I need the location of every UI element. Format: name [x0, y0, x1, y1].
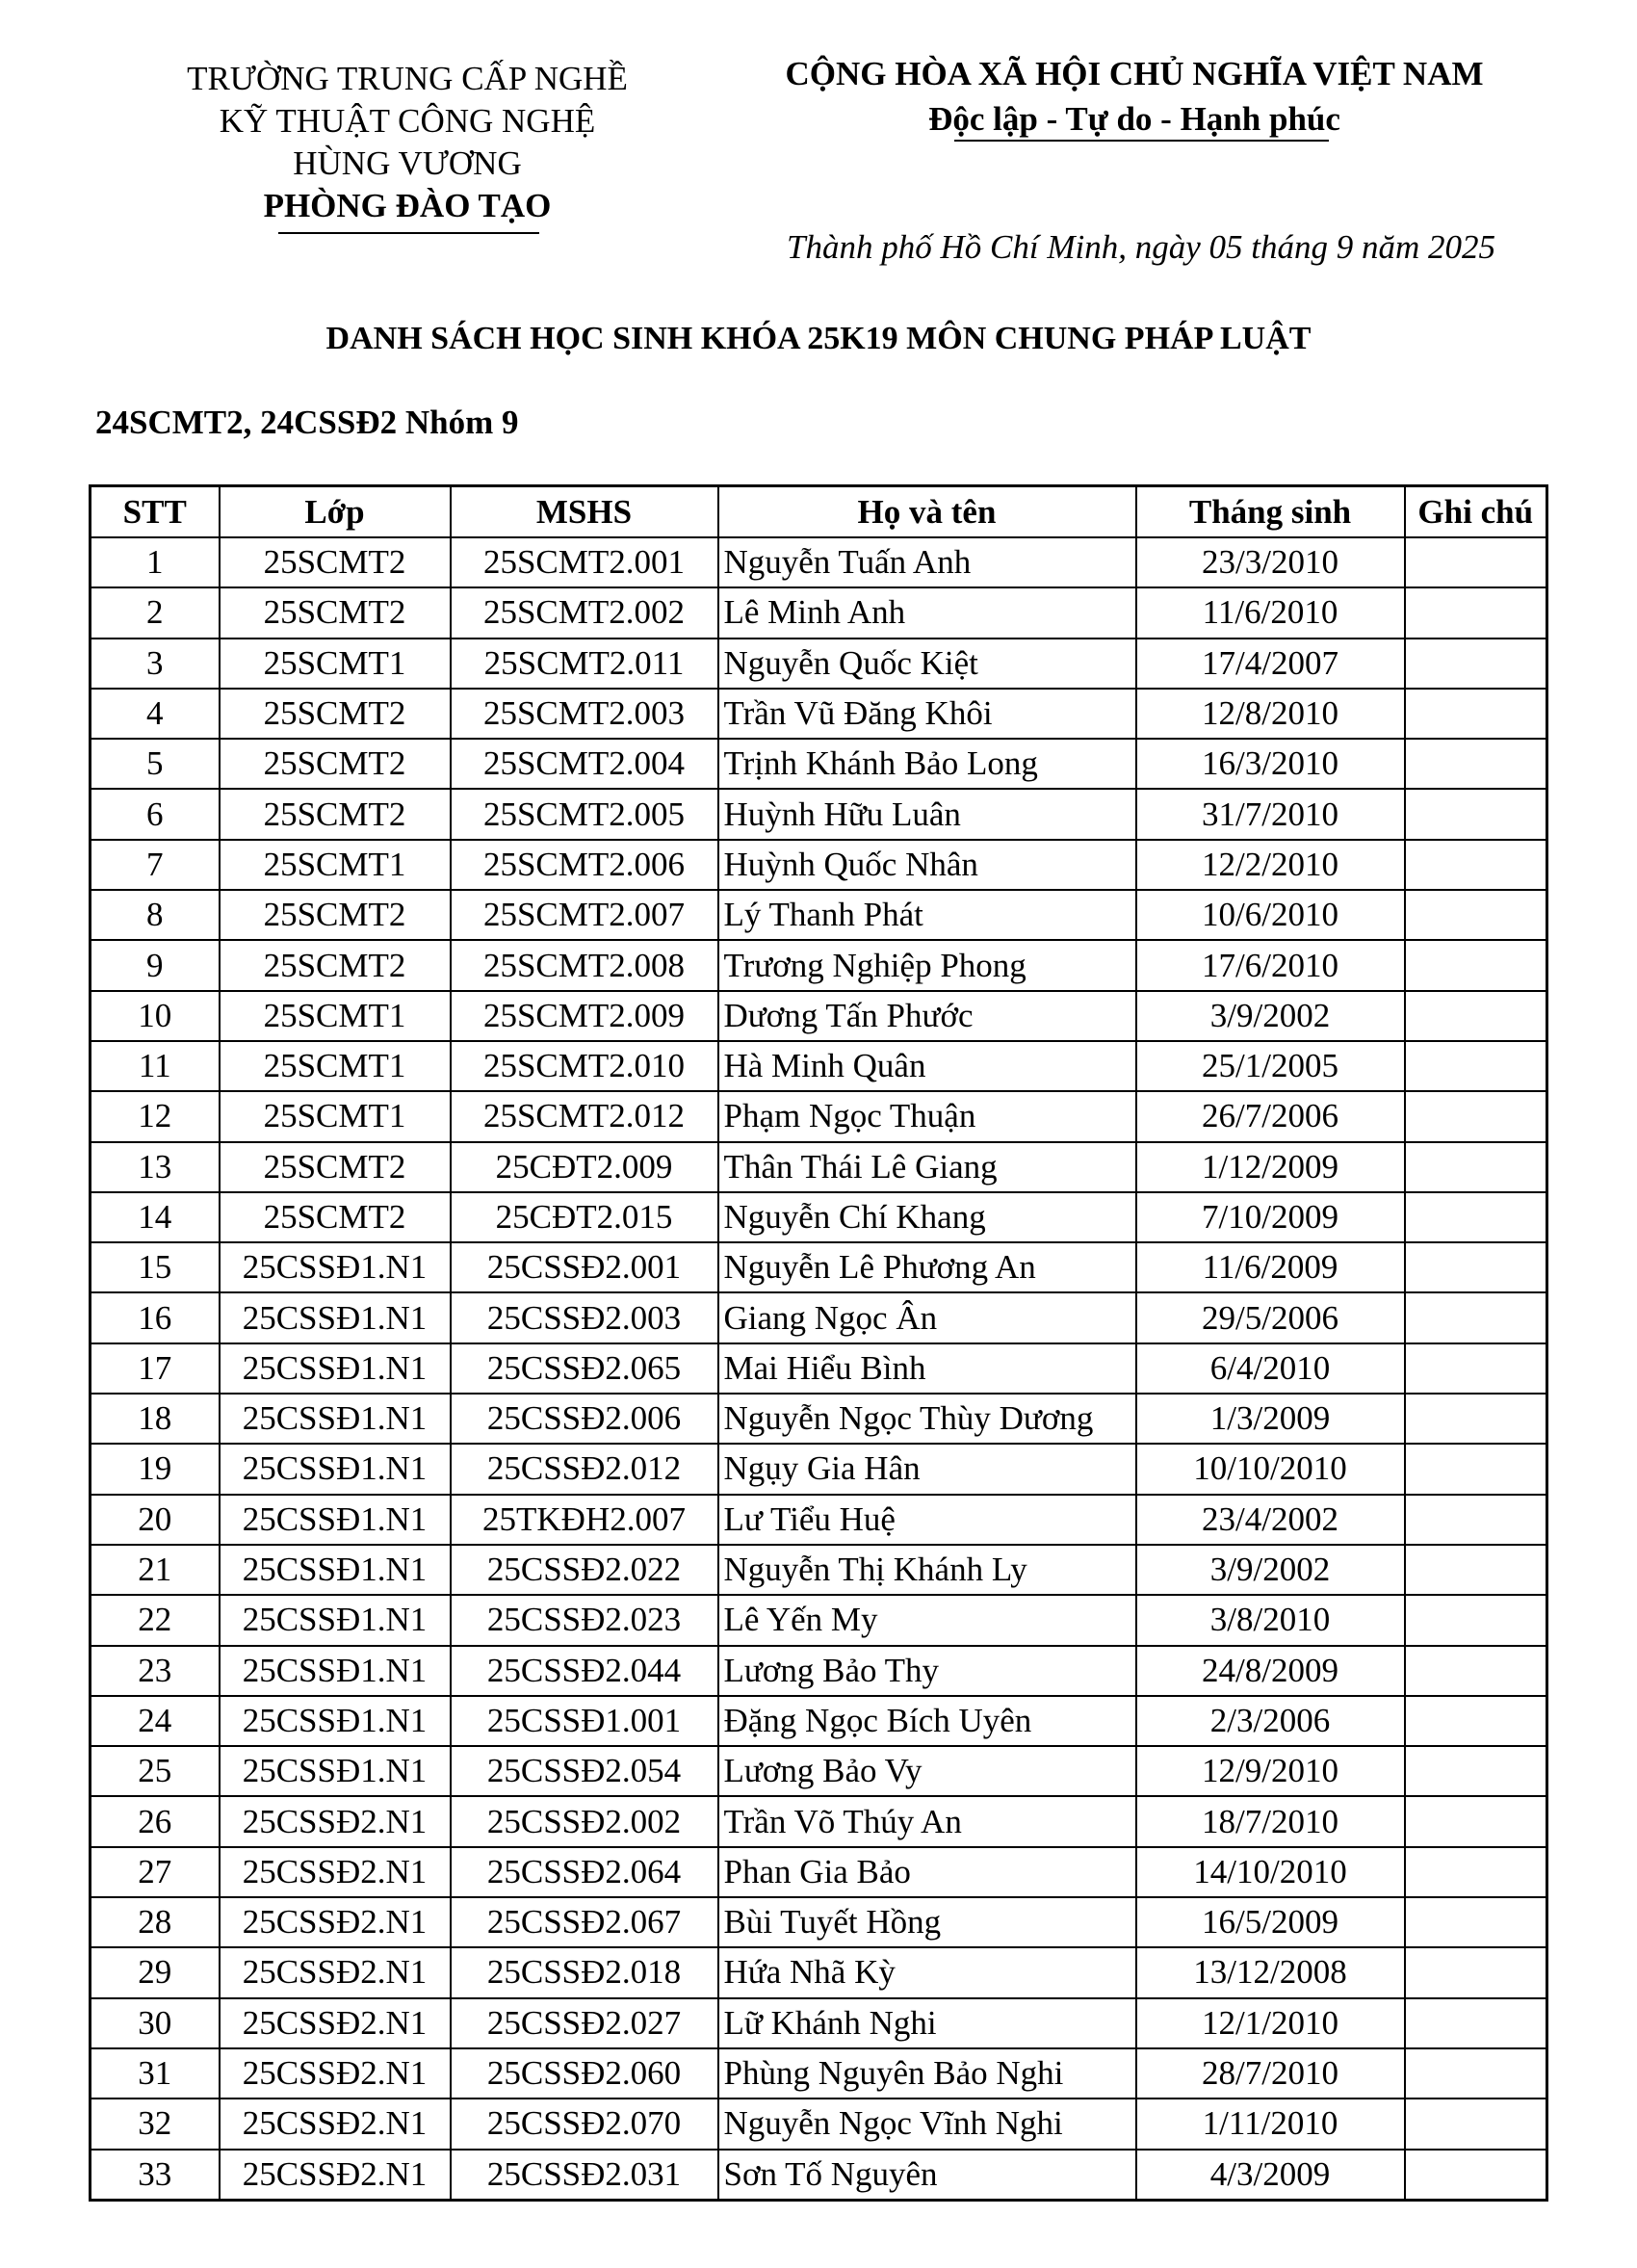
- cell-class: 25CSSĐ1.N1: [220, 1394, 451, 1444]
- cell-full-name: Hà Minh Quân: [718, 1041, 1136, 1091]
- cell-stt: 7: [91, 840, 220, 890]
- table-row: [91, 1343, 1547, 1394]
- cell-class: 25SCMT2: [220, 1142, 451, 1192]
- cell-note: [1405, 1142, 1547, 1192]
- cell-class: 25CSSĐ1.N1: [220, 1292, 451, 1343]
- cell-stt: 4: [91, 689, 220, 739]
- column-header-full-name: Họ và tên: [718, 486, 1136, 538]
- cell-student-id: 25CSSĐ2.006: [451, 1394, 718, 1444]
- cell-student-id: 25SCMT2.011: [451, 639, 718, 689]
- cell-class: 25CSSĐ2.N1: [220, 1796, 451, 1846]
- cell-full-name: Dương Tấn Phước: [718, 991, 1136, 1041]
- table-row: [91, 2099, 1547, 2149]
- cell-stt: 26: [91, 1796, 220, 1846]
- cell-full-name: Huỳnh Quốc Nhân: [718, 840, 1136, 890]
- table-row: [91, 587, 1547, 638]
- cell-student-id: 25CĐT2.009: [451, 1142, 718, 1192]
- column-header-class: Lớp: [220, 486, 451, 538]
- cell-full-name: Lương Bảo Vy: [718, 1746, 1136, 1796]
- cell-birth-date: 1/3/2009: [1136, 1394, 1405, 1444]
- cell-birth-date: 10/6/2010: [1136, 890, 1405, 940]
- table-header-row: [91, 486, 1547, 538]
- cell-full-name: Lê Yến My: [718, 1595, 1136, 1645]
- cell-student-id: 25CSSĐ2.001: [451, 1242, 718, 1292]
- cell-note: [1405, 789, 1547, 839]
- cell-class: 25CSSĐ2.N1: [220, 1947, 451, 1997]
- cell-student-id: 25CSSĐ2.070: [451, 2099, 718, 2149]
- cell-note: [1405, 1444, 1547, 1494]
- cell-full-name: Lữ Khánh Nghi: [718, 1998, 1136, 2048]
- cell-class: 25SCMT2: [220, 890, 451, 940]
- table-row: [91, 1746, 1547, 1796]
- cell-full-name: Nguyễn Ngọc Vĩnh Nghi: [718, 2099, 1136, 2149]
- cell-full-name: Phạm Ngọc Thuận: [718, 1091, 1136, 1141]
- cell-stt: 14: [91, 1192, 220, 1242]
- cell-birth-date: 17/4/2007: [1136, 639, 1405, 689]
- cell-student-id: 25CSSĐ2.060: [451, 2048, 718, 2099]
- cell-student-id: 25CSSĐ2.002: [451, 1796, 718, 1846]
- cell-birth-date: 3/9/2002: [1136, 1545, 1405, 1595]
- cell-class: 25CSSĐ1.N1: [220, 1242, 451, 1292]
- cell-note: [1405, 639, 1547, 689]
- cell-class: 25CSSĐ1.N1: [220, 1696, 451, 1746]
- table-row: [91, 840, 1547, 890]
- motto-underline: [954, 140, 1329, 142]
- cell-stt: 9: [91, 940, 220, 990]
- cell-stt: 21: [91, 1545, 220, 1595]
- cell-birth-date: 2/3/2006: [1136, 1696, 1405, 1746]
- cell-stt: 33: [91, 2150, 220, 2201]
- cell-student-id: 25SCMT2.001: [451, 537, 718, 587]
- cell-full-name: Trần Võ Thúy An: [718, 1796, 1136, 1846]
- cell-note: [1405, 1847, 1547, 1897]
- cell-note: [1405, 1041, 1547, 1091]
- cell-stt: 11: [91, 1041, 220, 1091]
- cell-stt: 1: [91, 537, 220, 587]
- table-row: [91, 1696, 1547, 1746]
- cell-full-name: Nguyễn Thị Khánh Ly: [718, 1545, 1136, 1595]
- cell-class: 25SCMT1: [220, 1041, 451, 1091]
- cell-full-name: Trần Vũ Đăng Khôi: [718, 689, 1136, 739]
- cell-student-id: 25CĐT2.015: [451, 1192, 718, 1242]
- cell-birth-date: 7/10/2009: [1136, 1192, 1405, 1242]
- table-row: [91, 991, 1547, 1041]
- cell-class: 25SCMT1: [220, 1091, 451, 1141]
- cell-full-name: Bùi Tuyết Hồng: [718, 1897, 1136, 1947]
- cell-stt: 15: [91, 1242, 220, 1292]
- cell-student-id: 25CSSĐ2.044: [451, 1646, 718, 1696]
- cell-student-id: 25SCMT2.012: [451, 1091, 718, 1141]
- table-row: [91, 1091, 1547, 1141]
- cell-class: 25CSSĐ2.N1: [220, 1998, 451, 2048]
- cell-stt: 25: [91, 1746, 220, 1796]
- cell-student-id: 25CSSĐ1.001: [451, 1696, 718, 1746]
- table-row: [91, 1394, 1547, 1444]
- cell-note: [1405, 840, 1547, 890]
- cell-birth-date: 29/5/2006: [1136, 1292, 1405, 1343]
- table-row: [91, 537, 1547, 587]
- cell-student-id: 25SCMT2.010: [451, 1041, 718, 1091]
- cell-note: [1405, 2048, 1547, 2099]
- cell-class: 25CSSĐ1.N1: [220, 1444, 451, 1494]
- cell-stt: 22: [91, 1595, 220, 1645]
- table-row: [91, 940, 1547, 990]
- cell-stt: 27: [91, 1847, 220, 1897]
- column-header-birth-date: Tháng sinh: [1136, 486, 1405, 538]
- school-name-line-2: KỸ THUẬT CÔNG NGHỆ: [219, 102, 596, 140]
- cell-stt: 18: [91, 1394, 220, 1444]
- column-header-stt: STT: [91, 486, 220, 538]
- cell-full-name: Mai Hiểu Bình: [718, 1343, 1136, 1394]
- cell-stt: 29: [91, 1947, 220, 1997]
- cell-note: [1405, 1192, 1547, 1242]
- cell-stt: 17: [91, 1343, 220, 1394]
- cell-student-id: 25SCMT2.003: [451, 689, 718, 739]
- document-title: DANH SÁCH HỌC SINH KHÓA 25K19 MÔN CHUNG PHÁP LUẬT: [325, 321, 1312, 356]
- cell-student-id: 25CSSĐ2.031: [451, 2150, 718, 2201]
- cell-birth-date: 31/7/2010: [1136, 789, 1405, 839]
- cell-stt: 10: [91, 991, 220, 1041]
- cell-class: 25CSSĐ1.N1: [220, 1595, 451, 1645]
- cell-student-id: 25SCMT2.005: [451, 789, 718, 839]
- cell-class: 25SCMT2: [220, 940, 451, 990]
- cell-birth-date: 3/9/2002: [1136, 991, 1405, 1041]
- cell-stt: 32: [91, 2099, 220, 2149]
- cell-student-id: 25TKĐH2.007: [451, 1495, 718, 1545]
- cell-birth-date: 11/6/2010: [1136, 587, 1405, 638]
- table-row: [91, 1292, 1547, 1343]
- cell-stt: 24: [91, 1696, 220, 1746]
- cell-birth-date: 18/7/2010: [1136, 1796, 1405, 1846]
- cell-student-id: 25CSSĐ2.003: [451, 1292, 718, 1343]
- cell-note: [1405, 739, 1547, 789]
- cell-note: [1405, 1343, 1547, 1394]
- cell-birth-date: 6/4/2010: [1136, 1343, 1405, 1394]
- table-row: [91, 1041, 1547, 1091]
- cell-class: 25SCMT2: [220, 789, 451, 839]
- cell-birth-date: 16/5/2009: [1136, 1897, 1405, 1947]
- table-row: [91, 1595, 1547, 1645]
- cell-birth-date: 12/1/2010: [1136, 1998, 1405, 2048]
- cell-note: [1405, 1746, 1547, 1796]
- cell-class: 25CSSĐ2.N1: [220, 1847, 451, 1897]
- table-row: [91, 739, 1547, 789]
- cell-stt: 20: [91, 1495, 220, 1545]
- cell-birth-date: 13/12/2008: [1136, 1947, 1405, 1997]
- cell-full-name: Thân Thái Lê Giang: [718, 1142, 1136, 1192]
- table-row: [91, 2048, 1547, 2099]
- cell-stt: 13: [91, 1142, 220, 1192]
- cell-stt: 12: [91, 1091, 220, 1141]
- cell-note: [1405, 537, 1547, 587]
- cell-student-id: 25SCMT2.007: [451, 890, 718, 940]
- nation-name: CỘNG HÒA XÃ HỘI CHỦ NGHĨA VIỆT NAM: [785, 55, 1484, 92]
- cell-class: 25CSSĐ2.N1: [220, 2150, 451, 2201]
- cell-student-id: 25CSSĐ2.022: [451, 1545, 718, 1595]
- cell-note: [1405, 1796, 1547, 1846]
- cell-stt: 6: [91, 789, 220, 839]
- cell-note: [1405, 1947, 1547, 1997]
- cell-birth-date: 25/1/2005: [1136, 1041, 1405, 1091]
- cell-student-id: 25SCMT2.004: [451, 739, 718, 789]
- cell-class: 25CSSĐ2.N1: [220, 2048, 451, 2099]
- cell-stt: 30: [91, 1998, 220, 2048]
- cell-class: 25CSSĐ2.N1: [220, 1897, 451, 1947]
- cell-student-id: 25CSSĐ2.018: [451, 1947, 718, 1997]
- cell-class: 25SCMT2: [220, 739, 451, 789]
- cell-class: 25CSSĐ1.N1: [220, 1495, 451, 1545]
- cell-note: [1405, 587, 1547, 638]
- cell-full-name: Nguyễn Ngọc Thùy Dương: [718, 1394, 1136, 1444]
- cell-stt: 23: [91, 1646, 220, 1696]
- table-row: [91, 689, 1547, 739]
- cell-full-name: Lý Thanh Phát: [718, 890, 1136, 940]
- cell-birth-date: 11/6/2009: [1136, 1242, 1405, 1292]
- cell-student-id: 25CSSĐ2.012: [451, 1444, 718, 1494]
- cell-student-id: 25CSSĐ2.065: [451, 1343, 718, 1394]
- cell-note: [1405, 1292, 1547, 1343]
- cell-birth-date: 10/10/2010: [1136, 1444, 1405, 1494]
- table-row: [91, 1897, 1547, 1947]
- cell-stt: 8: [91, 890, 220, 940]
- cell-stt: 19: [91, 1444, 220, 1494]
- student-list-table: [89, 484, 1548, 2202]
- cell-note: [1405, 940, 1547, 990]
- cell-stt: 5: [91, 739, 220, 789]
- school-header: [167, 58, 648, 227]
- table-row: [91, 1142, 1547, 1192]
- cell-student-id: 25CSSĐ2.027: [451, 1998, 718, 2048]
- cell-note: [1405, 2150, 1547, 2201]
- cell-birth-date: 26/7/2006: [1136, 1091, 1405, 1141]
- cell-full-name: Nguyễn Lê Phương An: [718, 1242, 1136, 1292]
- cell-stt: 16: [91, 1292, 220, 1343]
- cell-note: [1405, 2099, 1547, 2149]
- cell-stt: 31: [91, 2048, 220, 2099]
- cell-birth-date: 17/6/2010: [1136, 940, 1405, 990]
- cell-student-id: 25CSSĐ2.054: [451, 1746, 718, 1796]
- cell-note: [1405, 1696, 1547, 1746]
- table-row: [91, 1192, 1547, 1242]
- cell-full-name: Trịnh Khánh Bảo Long: [718, 739, 1136, 789]
- cell-birth-date: 1/11/2010: [1136, 2099, 1405, 2149]
- cell-note: [1405, 1897, 1547, 1947]
- cell-note: [1405, 1495, 1547, 1545]
- cell-student-id: 25SCMT2.009: [451, 991, 718, 1041]
- cell-student-id: 25CSSĐ2.023: [451, 1595, 718, 1645]
- cell-full-name: Lư Tiểu Huệ: [718, 1495, 1136, 1545]
- cell-birth-date: 23/4/2002: [1136, 1495, 1405, 1545]
- cell-note: [1405, 1595, 1547, 1645]
- table-row: [91, 890, 1547, 940]
- national-header: [749, 51, 1520, 142]
- table-row: [91, 1796, 1547, 1846]
- cell-class: 25CSSĐ1.N1: [220, 1545, 451, 1595]
- table-row: [91, 1242, 1547, 1292]
- cell-student-id: 25CSSĐ2.064: [451, 1847, 718, 1897]
- cell-full-name: Nguyễn Quốc Kiệt: [718, 639, 1136, 689]
- school-name-line-1: TRƯỜNG TRUNG CẤP NGHỀ: [187, 60, 628, 97]
- table-row: [91, 2150, 1547, 2201]
- cell-note: [1405, 1242, 1547, 1292]
- cell-birth-date: 16/3/2010: [1136, 739, 1405, 789]
- department-name: PHÒNG ĐÀO TẠO: [263, 187, 552, 224]
- cell-class: 25CSSĐ1.N1: [220, 1646, 451, 1696]
- cell-full-name: Đặng Ngọc Bích Uyên: [718, 1696, 1136, 1746]
- table-row: [91, 639, 1547, 689]
- cell-student-id: 25SCMT2.008: [451, 940, 718, 990]
- table-row: [91, 1495, 1547, 1545]
- cell-class: 25SCMT2: [220, 587, 451, 638]
- cell-stt: 3: [91, 639, 220, 689]
- cell-full-name: Huỳnh Hữu Luân: [718, 789, 1136, 839]
- cell-class: 25CSSĐ1.N1: [220, 1746, 451, 1796]
- cell-full-name: Ngụy Gia Hân: [718, 1444, 1136, 1494]
- cell-student-id: 25SCMT2.002: [451, 587, 718, 638]
- cell-class: 25SCMT1: [220, 639, 451, 689]
- cell-student-id: 25SCMT2.006: [451, 840, 718, 890]
- department-underline: [278, 232, 539, 234]
- cell-class: 25SCMT2: [220, 1192, 451, 1242]
- cell-note: [1405, 1545, 1547, 1595]
- cell-student-id: 25CSSĐ2.067: [451, 1897, 718, 1947]
- cell-note: [1405, 1998, 1547, 2048]
- column-header-note: Ghi chú: [1405, 486, 1547, 538]
- cell-birth-date: 28/7/2010: [1136, 2048, 1405, 2099]
- cell-full-name: Lê Minh Anh: [718, 587, 1136, 638]
- cell-note: [1405, 991, 1547, 1041]
- place-date-line: Thành phố Hồ Chí Minh, ngày 05 tháng 9 năm 2025: [787, 228, 1495, 266]
- national-motto: Độc lập - Tự do - Hạnh phúc: [928, 100, 1340, 138]
- cell-class: 25SCMT1: [220, 840, 451, 890]
- cell-birth-date: 14/10/2010: [1136, 1847, 1405, 1897]
- cell-note: [1405, 890, 1547, 940]
- cell-birth-date: 12/8/2010: [1136, 689, 1405, 739]
- cell-birth-date: 12/2/2010: [1136, 840, 1405, 890]
- cell-birth-date: 1/12/2009: [1136, 1142, 1405, 1192]
- cell-class: 25CSSĐ1.N1: [220, 1343, 451, 1394]
- cell-full-name: Sơn Tố Nguyên: [718, 2150, 1136, 2201]
- cell-birth-date: 12/9/2010: [1136, 1746, 1405, 1796]
- table-row: [91, 1545, 1547, 1595]
- cell-full-name: Trương Nghiệp Phong: [718, 940, 1136, 990]
- table-body: [91, 537, 1547, 2200]
- cell-birth-date: 4/3/2009: [1136, 2150, 1405, 2201]
- group-label: 24SCMT2, 24CSSĐ2 Nhóm 9: [95, 404, 519, 441]
- cell-note: [1405, 1394, 1547, 1444]
- cell-class: 25SCMT2: [220, 689, 451, 739]
- cell-note: [1405, 1091, 1547, 1141]
- cell-note: [1405, 1646, 1547, 1696]
- table-row: [91, 1998, 1547, 2048]
- table-row: [91, 1947, 1547, 1997]
- cell-class: 25CSSĐ2.N1: [220, 2099, 451, 2149]
- cell-class: 25SCMT1: [220, 991, 451, 1041]
- cell-full-name: Phùng Nguyên Bảo Nghi: [718, 2048, 1136, 2099]
- cell-full-name: Phan Gia Bảo: [718, 1847, 1136, 1897]
- cell-class: 25SCMT2: [220, 537, 451, 587]
- column-header-student-id: MSHS: [451, 486, 718, 538]
- cell-stt: 2: [91, 587, 220, 638]
- cell-full-name: Nguyễn Tuấn Anh: [718, 537, 1136, 587]
- cell-full-name: Lương Bảo Thy: [718, 1646, 1136, 1696]
- cell-full-name: Hứa Nhã Kỳ: [718, 1947, 1136, 1997]
- cell-birth-date: 3/8/2010: [1136, 1595, 1405, 1645]
- school-name-line-3: HÙNG VƯƠNG: [293, 144, 522, 182]
- cell-birth-date: 23/3/2010: [1136, 537, 1405, 587]
- cell-full-name: Nguyễn Chí Khang: [718, 1192, 1136, 1242]
- table-row: [91, 1847, 1547, 1897]
- cell-stt: 28: [91, 1897, 220, 1947]
- table-row: [91, 789, 1547, 839]
- table-row: [91, 1444, 1547, 1494]
- cell-note: [1405, 689, 1547, 739]
- cell-full-name: Giang Ngọc Ân: [718, 1292, 1136, 1343]
- table-row: [91, 1646, 1547, 1696]
- cell-birth-date: 24/8/2009: [1136, 1646, 1405, 1696]
